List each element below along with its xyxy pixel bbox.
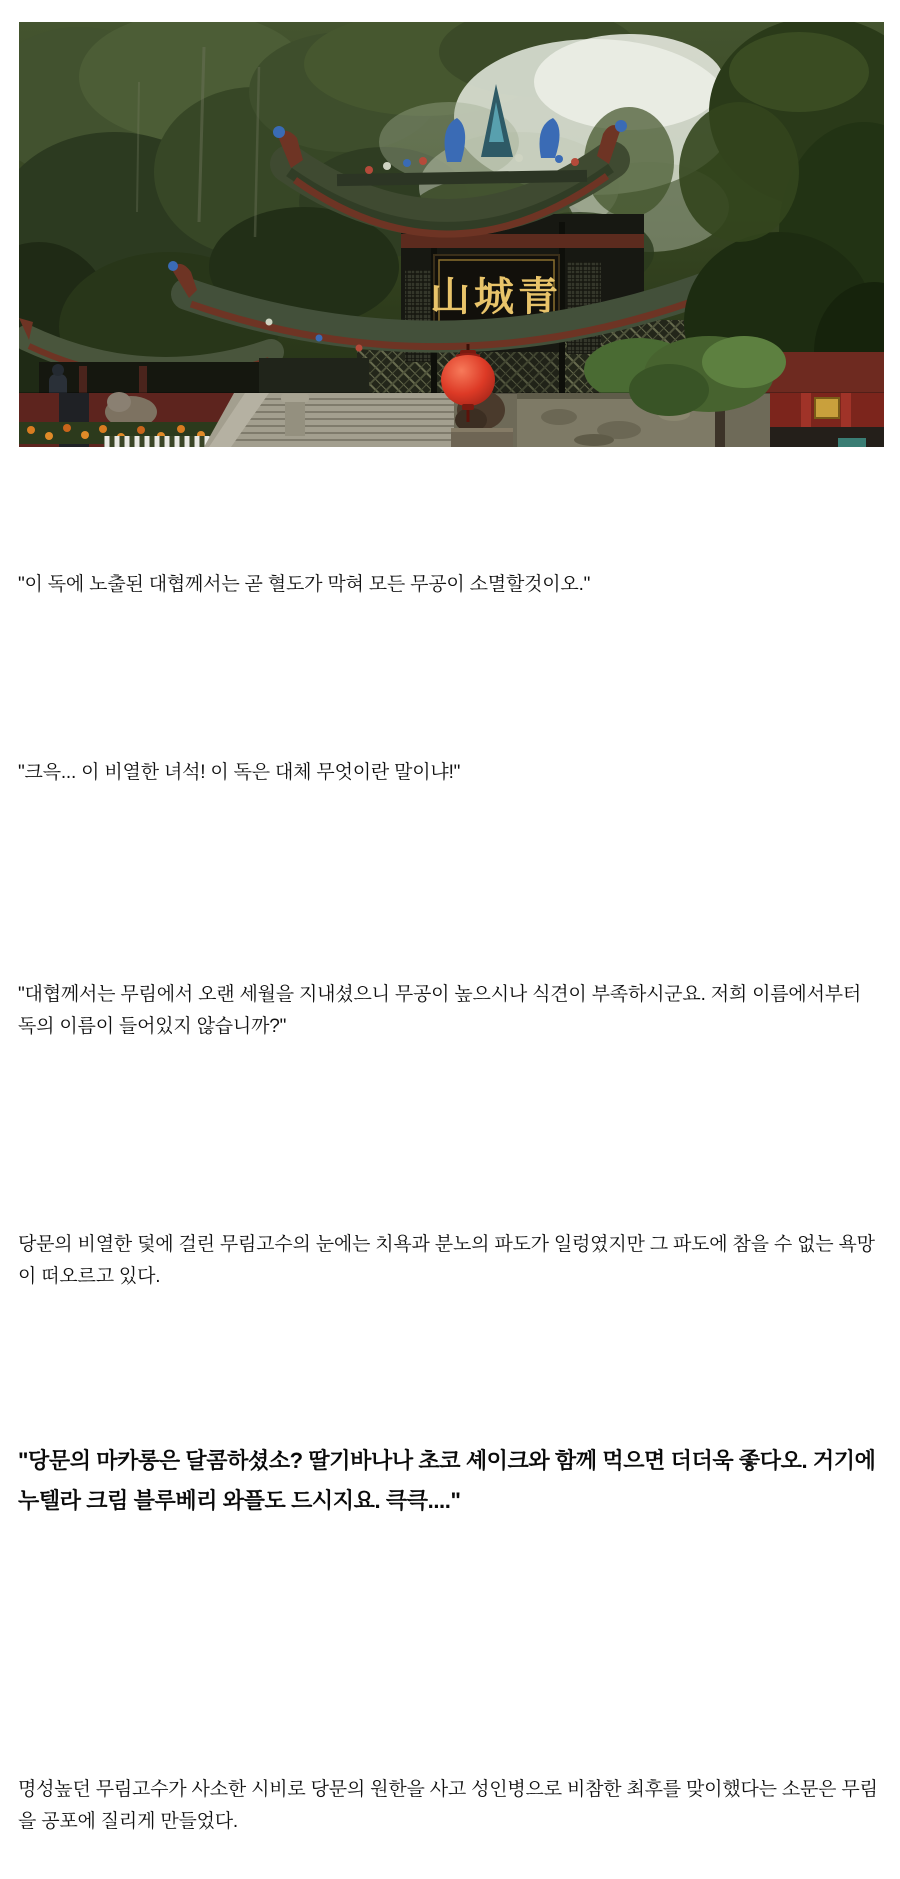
right-red-building	[770, 393, 884, 447]
paragraph-narration-2: 명성높던 무림고수가 사소한 시비로 당문의 원한을 사고 성인병으로 비참한 최후를 맞이했다는 소문은 무림을 공포에 질리게 만들었다.	[18, 1779, 878, 1832]
temple-photo	[19, 22, 884, 447]
paragraph-dialogue-3: "대협께서는 무림에서 오랜 세월을 지내셨으니 무공이 높으시나 식견이 부족하시군요. 저희 이름에서부터 독의 이름이 들어있지 않습니까?"	[18, 984, 862, 1037]
staircase	[204, 393, 454, 447]
paragraph-dialogue-2: "크윽... 이 비열한 녀석! 이 독은 대체 무엇이란 말이냐!"	[18, 762, 461, 783]
paragraph-narration-1: 당문의 비열한 덫에 걸린 무림고수의 눈에는 치욕과 분노의 파도가 일렁였지만 그 파도에 참을 수 없는 욕망이 떠오르고 있다.	[18, 1234, 875, 1287]
paragraph-dialogue-bold: "당문의 마카롱은 달콤하셨소? 딸기바나나 초코 셰이크와 함께 먹으면 더더욱 좋다오. 거기에 누텔라 크림 블루베리 와플도 드시지요. 큭큭...."	[18, 1448, 876, 1513]
plaque-text: 山城青	[430, 273, 562, 320]
paragraph-dialogue-1: "이 독에 노출된 대협께서는 곧 혈도가 막혀 모든 무공이 소멸할것이오."	[18, 574, 591, 595]
temple-photo-art	[19, 22, 884, 447]
